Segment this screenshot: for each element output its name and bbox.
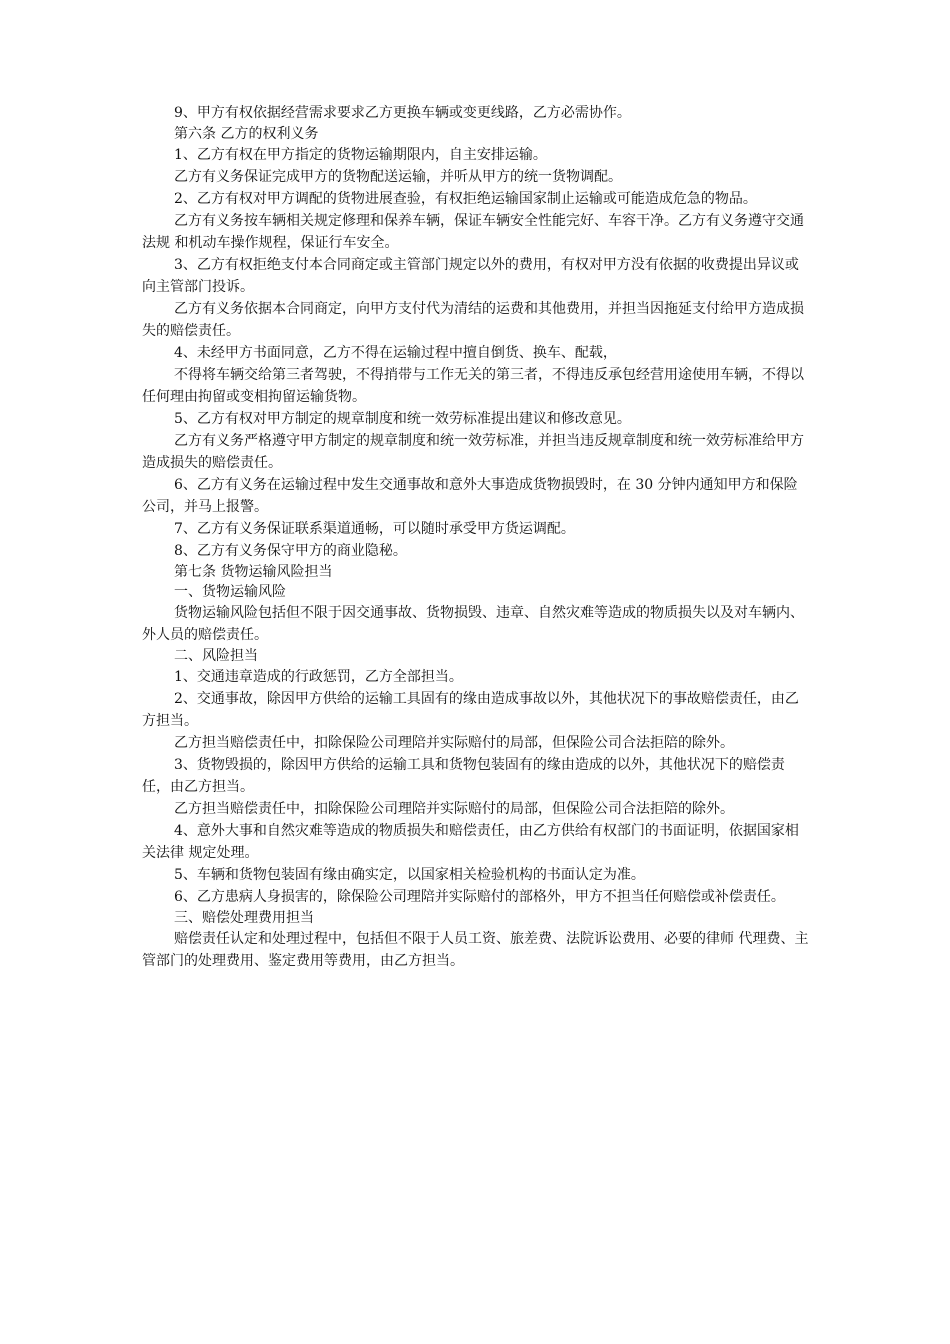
paragraph-clause-6: 6、乙方有义务在运输过程中发生交通事故和意外大事造成货物损毁时，在 30 分钟内通知甲方和保险公司，并马上报警。	[142, 477, 798, 515]
paragraph-clause-7: 7、乙方有义务保证联系渠道通畅，可以随时承受甲方货运调配。	[174, 521, 575, 537]
paragraph-duty-5: 乙方有义务严格遵守甲方制定的规章制度和统一效劳标准，并担当违反规章制度和统一效劳标准给甲方造成损失的赔偿责任。	[142, 433, 804, 471]
paragraph-compensation-costs: 赔偿责任认定和处理过程中，包括但不限于人员工资、旅差费、法院诉讼费用、必要的律师 代理费、主管部门的处理费用、鉴定费用等费用，由乙方担当。	[142, 931, 809, 969]
section-1-heading: 一、货物运输风险	[174, 584, 286, 600]
article-6-heading: 第六条 乙方的权利义务	[174, 126, 319, 142]
paragraph-right-5: 5、乙方有权对甲方制定的规章制度和统一效劳标准提出建议和修改意见。	[174, 411, 631, 427]
paragraph-risk-1: 1、交通违章造成的行政惩罚，乙方全部担当。	[174, 669, 463, 685]
paragraph-duty-1: 乙方有义务保证完成甲方的货物配送运输，并听从甲方的统一货物调配。	[174, 169, 622, 185]
paragraph-risk-3: 3、货物毁损的，除因甲方供给的运输工具和货物包装固有的缘由造成的以外，其他状况下的赔偿责任，由乙方担当。	[142, 757, 785, 795]
paragraph-risk-6: 6、乙方患病人身损害的，除保险公司理陪并实际赔付的部格外，甲方不担当任何赔偿或补偿责任。	[174, 889, 785, 905]
paragraph-risk-2: 2、交通事故，除因甲方供给的运输工具固有的缘由造成事故以外，其他状况下的事故赔偿责任，由乙方担当。	[142, 691, 799, 729]
article-7-heading: 第七条 货物运输风险担当	[174, 564, 333, 580]
section-2-heading: 二、风险担当	[174, 648, 258, 664]
paragraph-right-1: 1、乙方有权在甲方指定的货物运输期限内，自主安排运输。	[174, 147, 547, 163]
paragraph-risk-5: 5、车辆和货物包装固有缘由确实定，以国家相关检验机构的书面认定为准。	[174, 867, 645, 883]
paragraph-duty-3: 乙方有义务依据本合同商定，向甲方支付代为清结的运费和其他费用，并担当因拖延支付给甲方造成损失的赔偿责任。	[142, 301, 804, 339]
paragraph-duty-2: 乙方有义务按车辆相关规定修理和保养车辆，保证车辆安全性能完好、车容干净。乙方有义务遵守交通法规 和机动车操作规程，保证行车安全。	[142, 213, 804, 251]
paragraph-clause-9: 9、甲方有权依据经营需求要求乙方更换车辆或变更线路，乙方必需协作。	[174, 105, 631, 121]
document-body	[142, 102, 810, 972]
paragraph-risk-scope: 货物运输风险包括但不限于因交通事故、货物损毁、违章、自然灾难等造成的物质损失以及对车辆内、外人员的赔偿责任。	[142, 605, 804, 643]
paragraph-clause-8: 8、乙方有义务保守甲方的商业隐秘。	[174, 543, 407, 559]
paragraph-right-2: 2、乙方有权对甲方调配的货物进展查验，有权拒绝运输国家制止运输或可能造成危急的物品。	[174, 191, 757, 207]
section-3-heading: 三、赔偿处理费用担当	[174, 910, 314, 926]
paragraph-clause-4-cont: 不得将车辆交给第三者驾驶，不得捎带与工作无关的第三者，不得违反承包经营用途使用车辆，不得以任何理由拘留或变相拘留运输货物。	[142, 367, 804, 405]
paragraph-risk-4: 4、意外大事和自然灾难等造成的物质损失和赔偿责任，由乙方供给有权部门的书面证明，依据国家相关法律 规定处理。	[142, 823, 799, 861]
paragraph-risk-2-note: 乙方担当赔偿责任中，扣除保险公司理陪并实际赔付的局部，但保险公司合法拒陪的除外。	[174, 735, 734, 751]
paragraph-clause-4: 4、未经甲方书面同意，乙方不得在运输过程中擅自倒货、换车、配载，	[174, 345, 617, 361]
paragraph-right-3: 3、乙方有权拒绝支付本合同商定或主管部门规定以外的费用，有权对甲方没有依据的收费提出异议或向主管部门投诉。	[142, 257, 799, 295]
paragraph-risk-3-note: 乙方担当赔偿责任中，扣除保险公司理陪并实际赔付的局部，但保险公司合法拒陪的除外。	[174, 801, 734, 817]
